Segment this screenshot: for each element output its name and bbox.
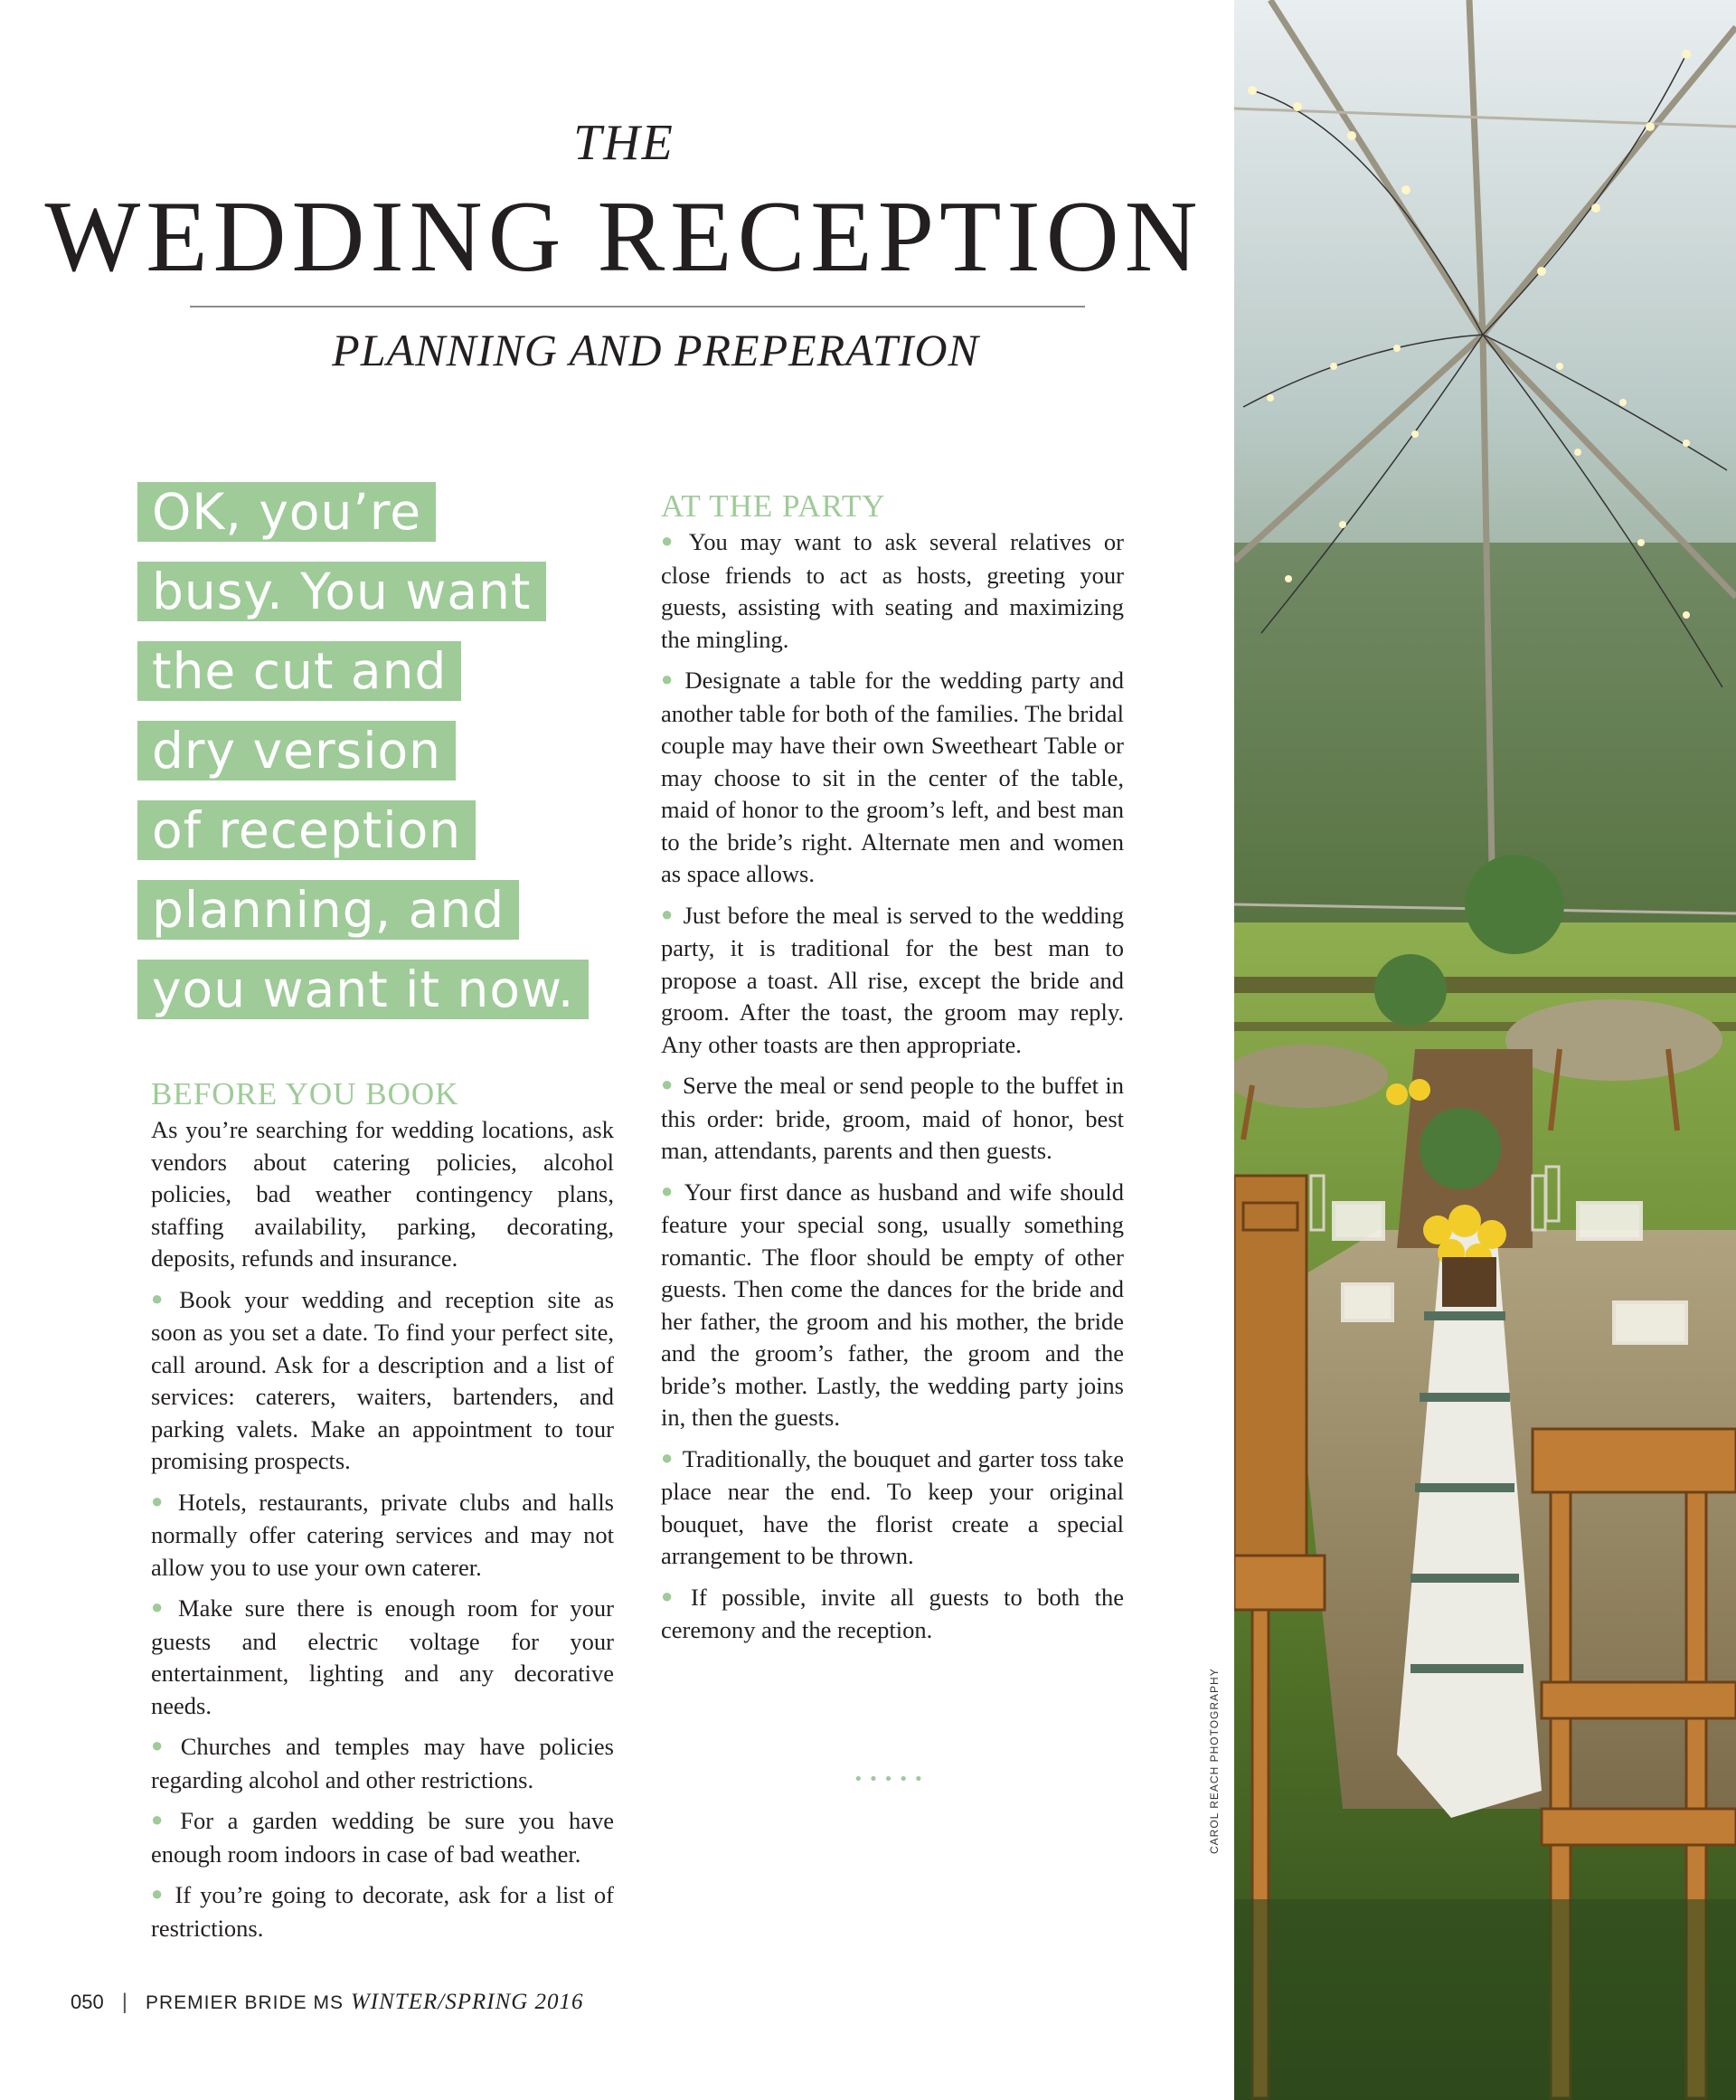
reception-photo [1234,0,1736,2100]
footer [71,1990,584,2015]
pullquote-line: the cut and [137,641,644,721]
page-title: WEDDING RECEPTION [44,181,1203,293]
bullet-dot-icon: ● [151,1882,166,1905]
bullet-dot-icon: ● [661,902,675,925]
pullquote-line: busy. You want [137,562,644,641]
list-item: ● If you’re going to decorate, ask for a list of restrictions. [151,1881,615,1942]
bullet-dot-icon: ● [661,667,676,690]
section-heading: AT THE PARTY [661,488,886,524]
pullquote [137,482,644,1039]
bullet-dot-icon: ● [151,1286,171,1310]
list-item: ● Hotels, restaurants, private clubs and halls normally offer catering services and may not allow you to use your own caterer. [151,1488,614,1581]
list-item: ● Book your wedding and reception site as soon as you set a date. To find your perfect site, call around. Ask for a description and a list of services: caterers, waiters, bartenders, and parking valets. Make an appointment to tour promising prospects. [151,1285,615,1474]
section-heading: BEFORE YOU BOOK [151,1076,459,1111]
title-the: THE [573,115,675,171]
title-block [36,115,1212,375]
list-item: ● You may want to ask several relatives or close friends to act as hosts, greeting your guests, assisting with seating and maximizing the mingling. [661,528,1124,653]
bullet-dot-icon: ● [661,1445,674,1469]
list-item: ● If possible, invite all guests to both the ceremony and the reception. [661,1583,1124,1643]
pullquote-line: dry version [137,721,644,800]
bullet-dot-icon: ● [661,1584,683,1607]
bullet-dot-icon: ● [661,529,680,552]
section-intro: As you’re searching for wedding locations, ask vendors about catering policies, alcohol policies, bad weather contingency plans, staffing availability, parking, decorating, deposits, refunds and insurance. [151,1116,614,1272]
list-item: ● Just before the meal is served to the wedding party, it is traditional for the best man to propose a toast. All rise, except the bride and groom. After the toast, the groom may reply. Any other toasts are then appropriate. [661,901,1124,1058]
photo-credit: CAROL REACH PHOTOGRAPHY [1208,1668,1221,1854]
bullet-dot-icon: ● [661,1178,675,1202]
bullet-dot-icon: ● [151,1734,172,1756]
bullet-dot-icon: ● [151,1808,172,1830]
bullet-dot-icon: ● [151,1595,170,1618]
footer-separator: | [121,1990,127,2014]
list-item: ● For a garden wedding be sure you have enough room indoors in case of bad weather. [151,1807,615,1868]
before-you-book-section [151,1076,614,1953]
page-subtitle: PLANNING AND PREPERATION [332,325,979,375]
list-item: ● Make sure there is enough room for your guests and electric voltage for your entertainment, lighting and any decorative needs. [151,1594,614,1719]
pullquote-line: you want it now. [137,960,644,1039]
list-item: ● Serve the meal or send people to the buffet in this order: bride, groom, maid of honor, best man, attendants, parents and then guests. [661,1072,1124,1164]
issue-season: WINTER/SPRING 2016 [350,1990,584,2014]
pullquote-line: OK, you’re [137,482,644,562]
bullet-dot-icon: ● [661,1073,675,1095]
magazine-name: PREMIER BRIDE MS [145,1992,344,2013]
end-divider: ••••• [854,1770,929,1789]
list-item: ● Your first dance as husband and wife should feature your special song, usually something romantic. The floor should be empty of other guests. Then come the dances for the bride and her father, the groom and his mother, the bride and the groom’s father, the groom and the bride’s mother. Lastly, the wedding party joins in, then the guests. [661,1178,1124,1431]
bullet-dot-icon: ● [151,1489,170,1512]
list-item: ● Churches and temples may have policies regarding alcohol and other restrictions. [151,1733,614,1793]
title-divider [190,306,1085,307]
pullquote-line: of reception [137,800,644,880]
list-item: ● Designate a table for the wedding party and another table for both of the families. The bridal couple may have their own Sweetheart Table or may choose to sit in the center of the table, maid of honor to the groom’s left, and best man to the bride’s right. Alternate men and women as space allows. [661,667,1124,887]
page-number: 050 [71,1991,104,2013]
at-the-party-section [661,488,1124,1656]
list-item: ● Traditionally, the bouquet and garter toss take place near the end. To keep your original bouquet, have the florist create a special arrangement to be thrown. [661,1444,1124,1569]
pullquote-line: planning, and [137,880,644,960]
